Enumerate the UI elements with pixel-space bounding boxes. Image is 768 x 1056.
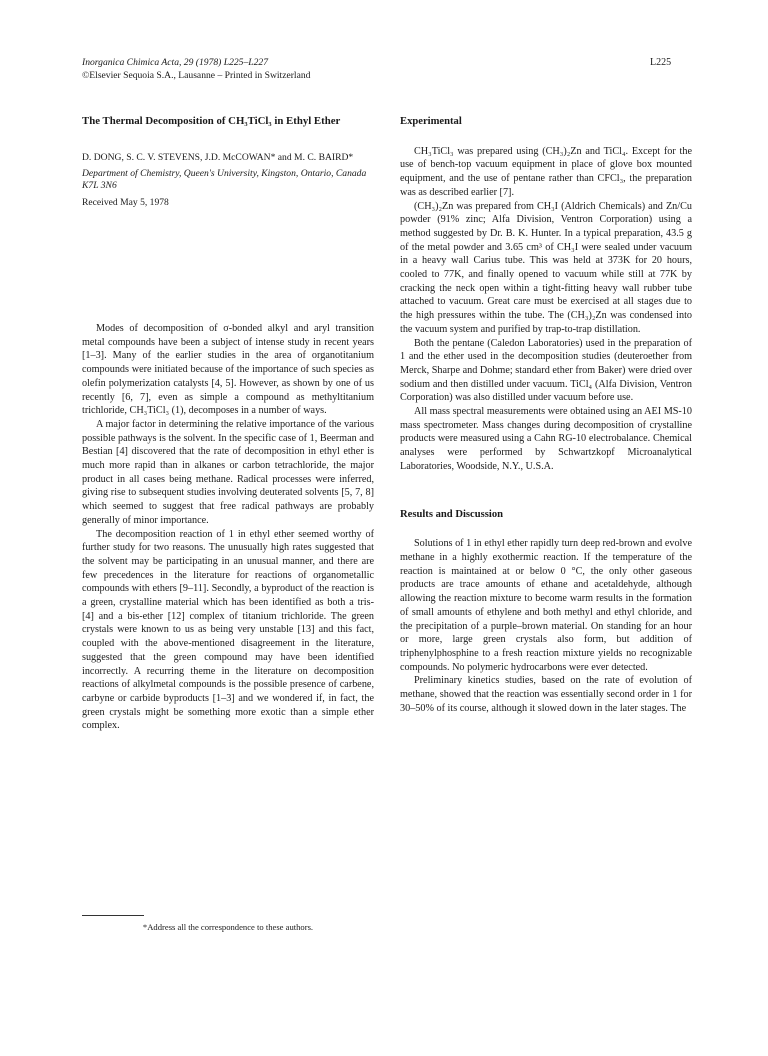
intro-paragraph-3: The decomposition reaction of 1 in ethyl ether seemed worthy of further study for two reasons. The unusually high rates suggested that the solvent may be participating in an unusual manner, and there are few precedences in the literature for reactions of organometallic compounds with ethers [9–11]. Secondly, a byproduct of the reaction is a green, crystalline material which has been identified as both a tris- [4] and a bis-ether [12] complex of titanium trichloride. The green crystals were known to us as being very unstable [13] and this fact, coupled with the above-mentioned disagreement in the literature, suggested that the green compound may have been identified incorrectly. A recurring theme in the literature on decomposition reactions of alkylmetal compounds is the possible presence of carbene, carbyne or carbide byproducts [1–3] and we wondered if, in fact, the green crystals might be something more exotic than a simple ether complex. [82,528,374,732]
author-list: D. DONG, S. C. V. STEVENS, J.D. McCOWAN* and M. C. BAIRD* [82,151,354,163]
experimental-paragraph-3: Both the pentane (Caledon Laboratories) used in the preparation of 1 and the ether used in the decomposition studies (deuteroether from Merck, Sharpe and Dohme; standard ether from Baker) were dried over sodium and then distilled under vacuum. TiCl₄ (Alfa Division, Ventron Corporation) was also distilled under vacuum before use. [400,337,692,404]
publisher-line: ©Elsevier Sequoia S.A., Lausanne – Printed in Switzerland [82,70,311,81]
results-heading: Results and Discussion [400,508,504,520]
footnote: *Address all the correspondence to these authors. [142,922,314,932]
results-paragraph-2: Preliminary kinetics studies, based on the rate of evolution of methane, showed that the reaction was essentially second order in 1 for 30–50% of its course, although it slowed down in the later stages. The [400,675,692,714]
experimental-heading: Experimental [400,116,462,127]
received-date: Received May 5, 1978 [82,196,169,208]
journal-header [82,56,310,82]
title-block [82,115,374,209]
experimental-paragraph-4: All mass spectral measurements were obtained using an AEI MS-10 mass spectrometer. Mass changes during decomposition of crystalline products were measured using a Cahn RG-10 electrobalance. Chemical analyses were performed by Schwartzkopf Microanalytical Laboratories, Woodside, N.Y., U.S.A. [400,406,692,472]
introduction [82,322,374,733]
page-number: L225 [650,57,672,68]
affiliation: Department of Chemistry, Queen's University, Kingston, Ontario, Canada K7L 3N6 [82,167,367,191]
experimental-paragraph-1: CH₃TiCl₃ was prepared using (CH₃)₂Zn and TiCl₄. Except for the use of bench-top vacuum equipment in place of glove box mounted equipment, and the use of pentane rather than CFCl₃, the preparation was as described earlier [7]. [400,145,692,198]
right-column [400,115,692,715]
experimental-paragraph-2: (CH₃)₂Zn was prepared from CH₃I (Aldrich Chemicals) and Zn/Cu powder (91% zinc; Alfa Division, Ventron Corporation) using a method suggested by Dr. B. K. Hunter. In a typical preparation, 43.5 g of the metal powder and 3.65 cm³ of CH₃I were sealed under vacuum in a heavy wall Carius tube. This was held at 373K for 20 hours, cooled to 77K, and finally opened to vacuum while still at 77K by cracking the neck open within a tight-fitting heavy wall rubber tube attached to vacuum. Great care must be exercised at all stages due to the high pressures within the tube. The (CH₃)₂Zn was condensed into the vacuum system and purified by trap-to-trap distillation. [400,200,692,335]
journal-citation: Inorganica Chimica Acta, 29 (1978) L225–L227 [82,57,269,68]
results-paragraph-1: Solutions of 1 in ethyl ether rapidly turn deep red-brown and evolve methane in a highly exothermic reaction. If the temperature of the reaction is maintained at or below 0 °C, the only other gaseous products are trace amounts of ethane and acetaldehyde, although allowing the reaction mixture to become warm results in the formation of small amounts of ethylene and both methyl and ethyl chloride, and the precipitation of a purple–brown material. On standing for an hour or more, large green crystals also form, but addition of triphenylphosphine to a fresh reaction mixture yields no recognizable compounds. No polymeric hydrocarbons were ever detected. [400,538,692,673]
intro-paragraph-2: A major factor in determining the relative importance of the various possible pathways is the solvent. In the specific case of 1, Beerman and Bestian [4] discovered that the rate of decomposition in ethyl ether is much more rapid than in alkanes or carbon tetrachloride, the major product in all cases being methane. Radical processes were inferred, giving rise to subsequent studies involving deuterated solvents [5, 7, 8] which seemed to suggest that free radical pathways are probably generally of minor importance. [82,418,374,526]
article-title: The Thermal Decomposition of CH₃TiCl₃ in Ethyl Ether [82,115,341,127]
intro-paragraph-1: Modes of decomposition of σ-bonded alkyl and aryl transition metal compounds have been a subject of intense study in recent years [1–3]. Many of the earlier studies in the area of organotitanium compounds were initiated because of the importance of such species as olefin polymerization catalysts [4, 5]. However, as shown by one of us recently [6, 7], even as simple a compound as methyltitanium trichloride, CH₃TiCl₃ (1), decomposes in a number of ways. [82,323,374,417]
footnote-divider [82,915,144,916]
